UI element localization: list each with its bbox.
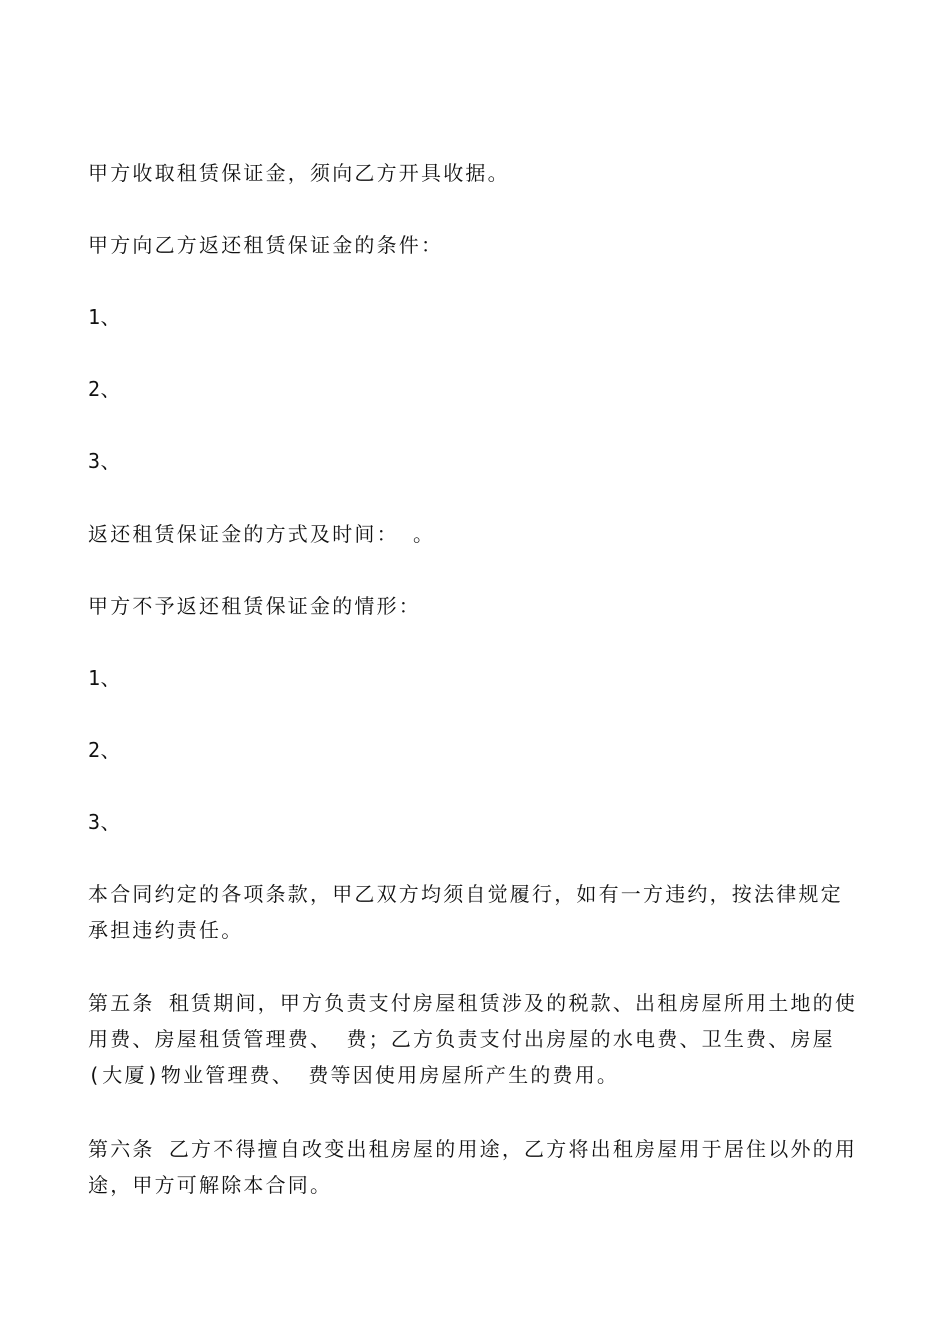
- list-item-condition-3: 3、: [88, 449, 122, 473]
- paragraph-deposit-receipt: 甲方收取租赁保证金，须向乙方开具收据。: [88, 161, 510, 185]
- paragraph-no-return-cases: 甲方不予返还租赁保证金的情形：: [88, 594, 421, 618]
- paragraph-breach-liability: 本合同约定的各项条款，甲乙双方均须自觉履行，如有一方违约，按法律规定承担违约责任。: [88, 882, 843, 942]
- paragraph-return-conditions: 甲方向乙方返还租赁保证金的条件：: [88, 233, 444, 257]
- document-page: [88, 0, 863, 1344]
- list-item-condition-2: 2、: [88, 377, 122, 401]
- paragraph-article-5: 第五条 租赁期间，甲方负责支付房屋租赁涉及的税款、出租房屋所用土地的使用费、房屋租赁管理费、 费；乙方负责支付出房屋的水电费、卫生费、房屋(大厦)物业管理费、 费等因使用房屋所产生的费用。: [88, 991, 858, 1087]
- list-item-condition-1: 1、: [88, 305, 122, 329]
- list-item-case-2: 2、: [88, 738, 122, 762]
- paragraph-return-method: 返还租赁保证金的方式及时间： 。: [88, 522, 436, 546]
- list-item-case-3: 3、: [88, 810, 122, 834]
- paragraph-article-6: 第六条 乙方不得擅自改变出租房屋的用途，乙方将出租房屋用于居住以外的用途，甲方可解除本合同。: [88, 1137, 858, 1197]
- list-item-case-1: 1、: [88, 666, 122, 690]
